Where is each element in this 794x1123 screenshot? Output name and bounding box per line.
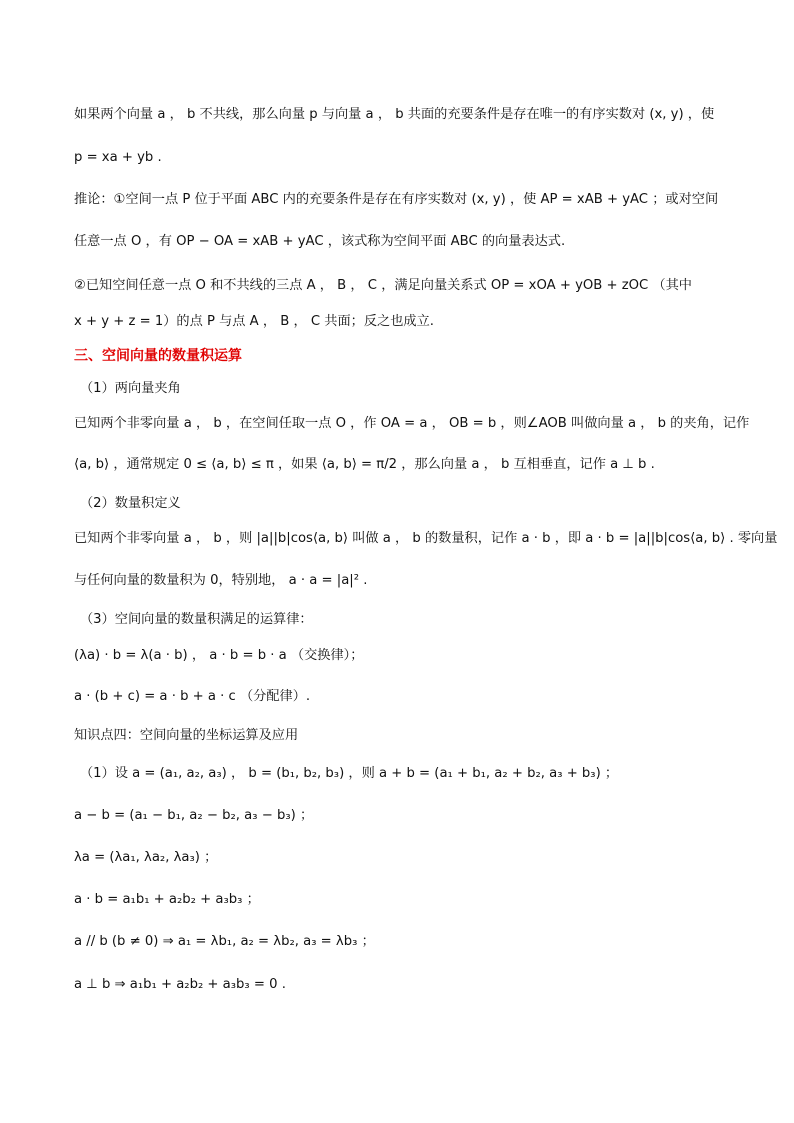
formula-parallel-condition: a // b (b ≠ 0) ⇒ a₁ = λb₁, a₂ = λb₂, a₃ = λb₃ ； [74, 934, 375, 949]
paragraph-corollary-2: ②已知空间任意一点 O 和不共线的三点 A ， B ， C ，满足向量关系式 OP = xOA + yOB + zOC （其中 [74, 278, 692, 293]
paragraph-corollary-1-cont: 任意一点 O ，有 OP − OA = xAB + yAC ，该式称为空间平面 ABC 的向量表达式. [74, 234, 566, 249]
paragraph-coplanar-condition: 如果两个向量 a ， b 不共线，那么向量 p 与向量 a ， b 共面的充要条件是存在唯一的有序实数对 (x, y) ，使 [74, 107, 715, 122]
paragraph-corollary-2-cont: x + y + z = 1）的点 P 与点 A ， B ， C 共面；反之也成立. [74, 314, 434, 329]
paragraph-dot-product-zero: 与任何向量的数量积为 0，特别地， a · a = |a|² . [74, 573, 368, 588]
formula-p: p = xa + yb . [74, 150, 162, 165]
formula-subtraction: a − b = (a₁ − b₁, a₂ − b₂, a₃ − b₃) ； [74, 808, 314, 823]
formula-scalar-multiplication: λa = (λa₁, λa₂, λa₃) ； [74, 850, 218, 865]
section-heading-dot-product: 三、空间向量的数量积运算 [74, 348, 242, 364]
formula-distributive: a · (b + c) = a · b + a · c （分配律）. [74, 689, 311, 704]
subheading-dot-product-definition: （2）数量积定义 [80, 496, 181, 511]
subheading-angle: （1）两向量夹角 [80, 381, 181, 396]
paragraph-dot-product-definition: 已知两个非零向量 a ， b ，则 |a||b|cos⟨a, b⟩ 叫做 a ， b 的数量积，记作 a · b ，即 a · b = |a||b|cos⟨a, b⟩ . 零向量 [74, 531, 778, 546]
paragraph-angle-range: ⟨a, b⟩ ，通常规定 0 ≤ ⟨a, b⟩ ≤ π ，如果 ⟨a, b⟩ = π/2 ，那么向量 a ， b 互相垂直，记作 a ⊥ b . [74, 457, 655, 472]
knowledge-point-4-heading: 知识点四：空间向量的坐标运算及应用 [74, 728, 299, 743]
formula-addition: （1）设 a = (a₁, a₂, a₃) ， b = (b₁, b₂, b₃) ，则 a + b = (a₁ + b₁, a₂ + b₂, a₃ + b₃) ； [80, 766, 619, 781]
paragraph-corollary-1: 推论：①空间一点 P 位于平面 ABC 内的充要条件是存在有序实数对 (x, y) ，使 AP = xAB + yAC ；或对空间 [74, 192, 719, 207]
paragraph-angle-definition: 已知两个非零向量 a ， b ，在空间任取一点 O ，作 OA = a ， OB = b ，则∠AOB 叫做向量 a ， b 的夹角，记作 [74, 416, 750, 431]
subheading-operation-laws: （3）空间向量的数量积满足的运算律： [80, 612, 313, 627]
formula-perpendicular-condition: a ⊥ b ⇒ a₁b₁ + a₂b₂ + a₃b₃ = 0 . [74, 977, 286, 992]
formula-commutative: (λa) · b = λ(a · b) ， a · b = b · a （交换律）； [74, 648, 364, 663]
formula-dot-product-coordinates: a · b = a₁b₁ + a₂b₂ + a₃b₃ ； [74, 892, 260, 907]
